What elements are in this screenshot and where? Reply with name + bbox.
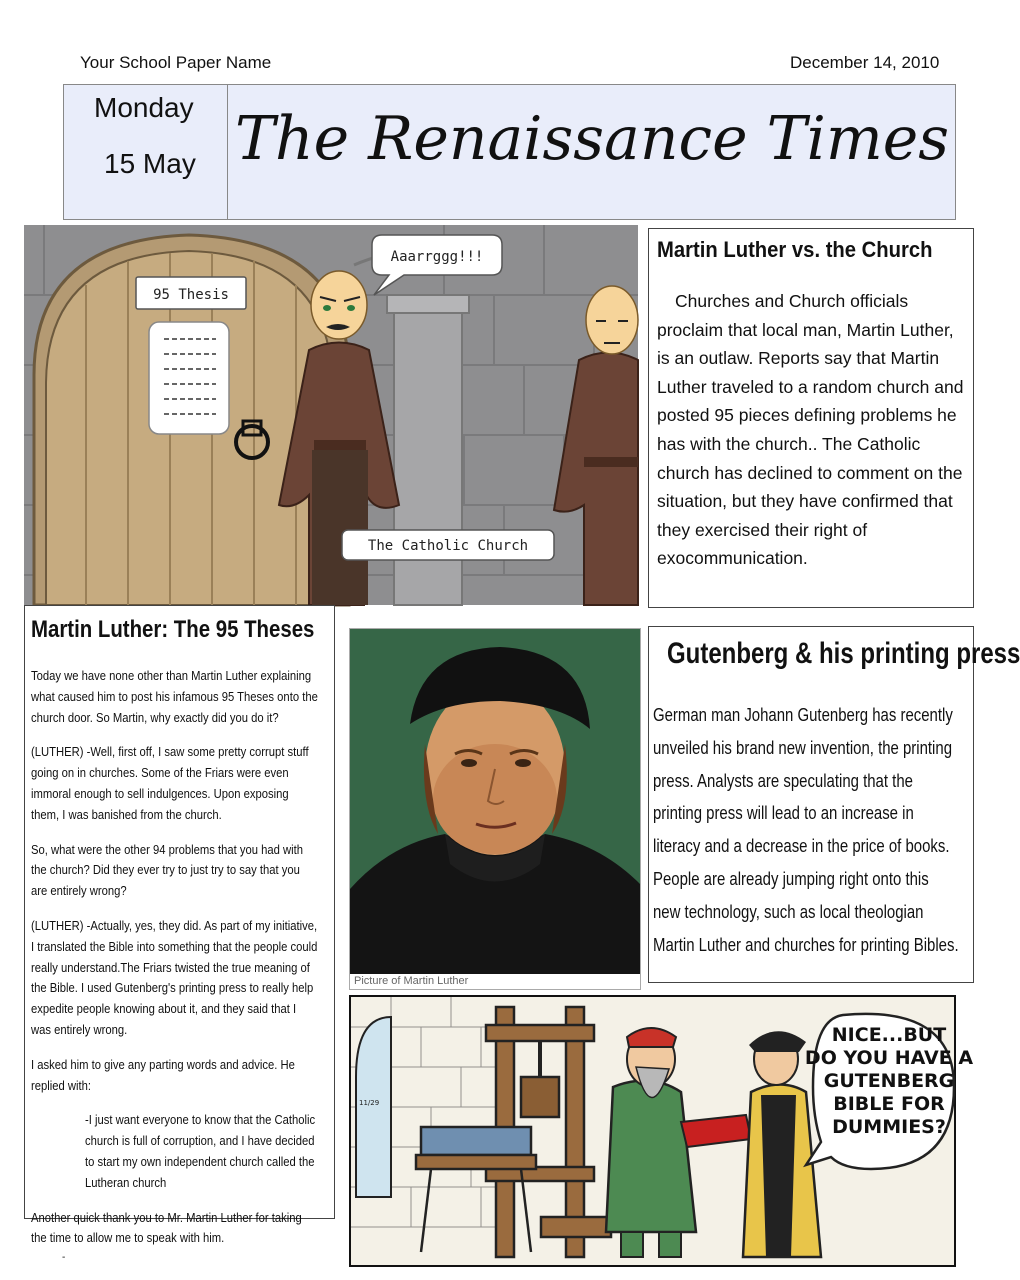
portrait-martin-luther [349,628,641,990]
comic-gutenberg-art [351,997,974,1265]
interview-paragraph: Today we have none other than Martin Luther explaining what caused him to post his infamous 95 Theses onto the church door. So Martin, why exactly did you do it? [31,669,318,725]
masthead-day-month: 15 May [104,148,196,179]
footer-mark: - [62,1252,66,1263]
interview-paragraph: So, what were the other 94 problems that you had with the church? Did they ever try to just try to say that you are entirely wrong? [31,842,304,899]
comic-date-mark: 11/29 [359,1099,380,1107]
interview-paragraph: (LUTHER) -Well, first off, I saw some pretty corrupt stuff going on in churches. Some of the Friars were even immoral enough to sell indulgences. Upon exposing them, I was banished from the church. [31,745,309,822]
article-gutenberg-heading: Gutenberg & his printing press [667,637,1020,670]
interview-paragraph: -I just want everyone to know that the Catholic church is full of corruption, and I have decided to start my own independent church called the Lutheran church [85,1113,316,1190]
article-luther-vs-church [648,228,974,608]
comic-95-thesis-art [24,225,638,605]
newspaper-title: The Renaissance Times [234,104,950,174]
comic-speech-line: NICE...BUT [831,1024,947,1046]
article-gutenberg-body: German man Johann Gutenberg has recently unveiled his brand new invention, the printing press. Analysts are speculating that the printing press will lead to an increase in literacy and a decrease in the price of books. People are already jumping right onto this new technology, such as local theologian Martin Luther and churches for printing Bibles. [653,705,959,955]
article-luther-vs-church-body: Churches and Church officials proclaim that local man, Martin Luther, is an outlaw. Reports say that Martin Luther traveled to a random church and posted 95 pieces defining problems he has with the church.. The Catholic church has declined to comment on the situation, but they have confirmed that they exercised their right of exocommunication. [657,291,964,569]
portrait-martin-luther-art [350,629,640,974]
issue-date: December 14, 2010 [790,53,940,72]
interview-paragraph: (LUTHER) -Actually, yes, they did. As part of my initiative, I translated the Bible into something that the people could really understand.The Friars twisted the true meaning of the Bible. I used Gutenberg's printing press to really help expedite people knowing about it, and they said that I was entirely wrong. [31,918,318,1037]
comic-speech-text: Aaarrggg!!! [390,249,484,265]
article-luther-vs-church-heading: Martin Luther vs. the Church [657,237,933,262]
comic-speech-line: BIBLE FOR [833,1093,945,1115]
comic-sign-text: 95 Thesis [153,287,229,303]
comic-95-thesis [24,225,638,605]
interview-paragraph: Another quick thank you to Mr. Martin Luther for taking the time to allow me to speak with him. [31,1210,302,1246]
masthead-day: Monday [94,92,194,123]
interview-paragraph: I asked him to give any parting words and advice. He replied with: [31,1057,295,1093]
comic-speech-line: DO YOU HAVE A [804,1047,974,1069]
article-gutenberg [648,626,1020,983]
article-95-theses [24,605,335,1246]
comic-label-text: The Catholic Church [367,538,529,554]
comic-speech-line: DUMMIES? [832,1116,946,1138]
comic-speech-line: GUTENBERG [823,1070,955,1092]
portrait-caption: Picture of Martin Luther [354,975,469,987]
article-95-theses-body [31,666,319,1263]
school-paper-name: Your School Paper Name [80,53,272,72]
article-95-theses-heading: Martin Luther: The 95 Theses [31,616,315,643]
comic-gutenberg-cartoon [349,995,974,1267]
